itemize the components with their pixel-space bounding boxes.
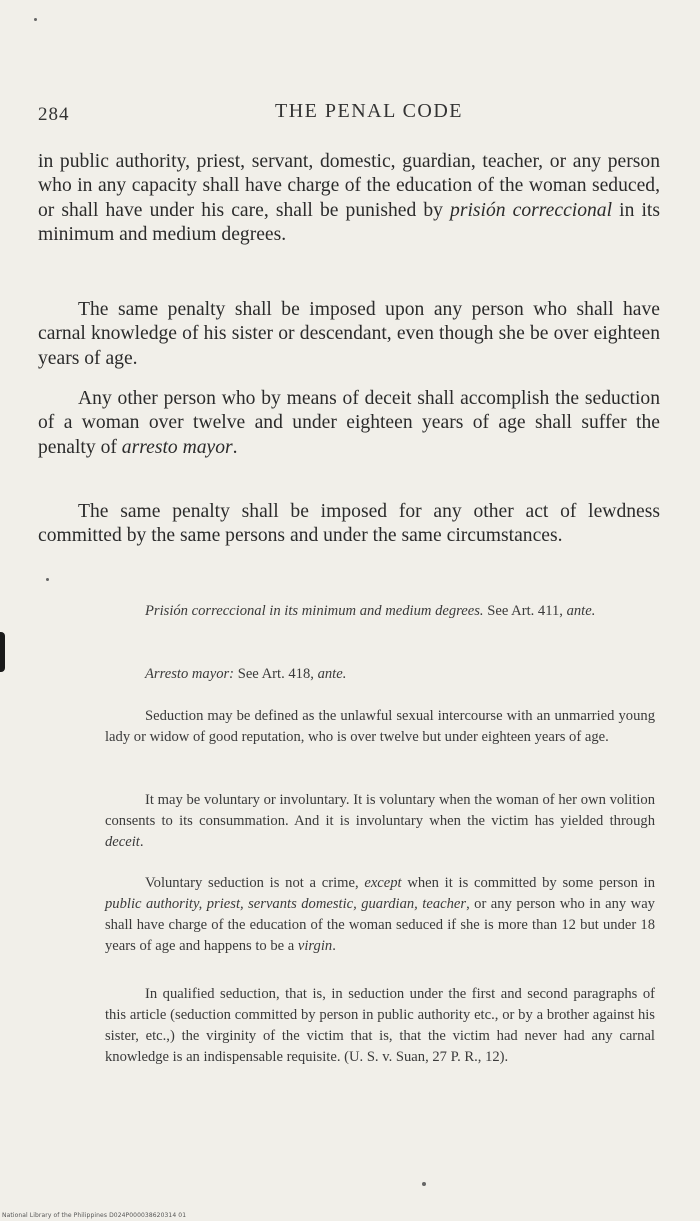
- paragraph-3: [38, 387, 660, 460]
- note-text: .: [332, 938, 336, 954]
- note-5: [105, 873, 655, 957]
- italic-term: prisión correccional: [450, 199, 613, 221]
- paragraph-text: in its minimum and medium degrees.: [38, 199, 660, 246]
- italic-term: ante.: [566, 603, 596, 619]
- note-text: when it is committed by some person in: [401, 875, 655, 891]
- italic-term: virgin: [297, 938, 333, 954]
- note-text: , or any person who in any way shall have charge of the education of the woman seduced if she is more than 12 but under 18 years of age and happens to be a: [105, 896, 655, 954]
- paragraph-4: The same penalty shall be imposed for any other act of lewdness committed by the same persons and under the same circumstances.: [38, 501, 660, 547]
- scan-credit: National Library of the Philippines D024P000038620314 01: [2, 1212, 187, 1219]
- running-title: THE PENAL CODE: [274, 100, 464, 122]
- note-3: Seduction may be defined as the unlawful sexual intercourse with an unmarried young lady or widow of good reputation, who is over twelve but under eighteen years of age.: [105, 708, 655, 745]
- italic-term: except: [364, 875, 402, 891]
- note-ref: See Art. 418,: [237, 666, 314, 682]
- paragraph-text: in public authority, priest, servant, domestic, guardian, teacher, or any person who in any capacity shall have charge of the education of the woman seduced, or shall have under his care, shall be punished by: [38, 151, 660, 221]
- speck: [422, 1182, 426, 1186]
- paragraph-text: .: [232, 436, 238, 458]
- page-number: 284: [38, 104, 70, 125]
- speck: [46, 578, 49, 581]
- paragraph-text: Any other person who by means of deceit shall accomplish the seduction of a woman over twelve and under eighteen years of age shall suffer the penalty of: [38, 388, 660, 458]
- note-4: [105, 790, 655, 853]
- note-text: Voluntary seduction is not a crime,: [145, 875, 365, 891]
- italic-term: Arresto mayor:: [145, 666, 235, 682]
- note-2: [105, 664, 655, 685]
- italic-term: Prisión correccional in its minimum and medium degrees.: [145, 603, 484, 619]
- italic-term: deceit: [105, 834, 140, 850]
- paragraph-2: The same penalty shall be imposed upon any person who shall have carnal knowledge of his sister or descendant, even though she be over eighteen years of age.: [38, 299, 660, 369]
- note-6: In qualified seduction, that is, in seduction under the first and second paragraphs of this article (seduction committed by person in public authority etc., or by a brother against his sister, etc.,) the virginity of the victim that is, that the victim had never had any carnal knowledge is an indispensable requisite. (U. S. v. Suan, 27 P. R., 12).: [105, 986, 655, 1065]
- italic-term: public authority, priest, servants domestic, guardian, teacher: [105, 896, 467, 912]
- speck: [34, 18, 37, 21]
- note-ref: See Art. 411,: [487, 603, 563, 619]
- paragraph-1: [38, 150, 660, 248]
- note-text: .: [139, 834, 144, 850]
- italic-term: arresto mayor: [121, 436, 233, 458]
- page-edge-mark: [0, 632, 5, 672]
- note-1: [105, 601, 655, 622]
- note-text: It may be voluntary or involuntary. It is voluntary when the woman of her own volition consents to its consummation. And it is involuntary when the victim has yielded through: [105, 792, 655, 829]
- page-header: [38, 100, 660, 130]
- italic-term: ante.: [317, 666, 347, 682]
